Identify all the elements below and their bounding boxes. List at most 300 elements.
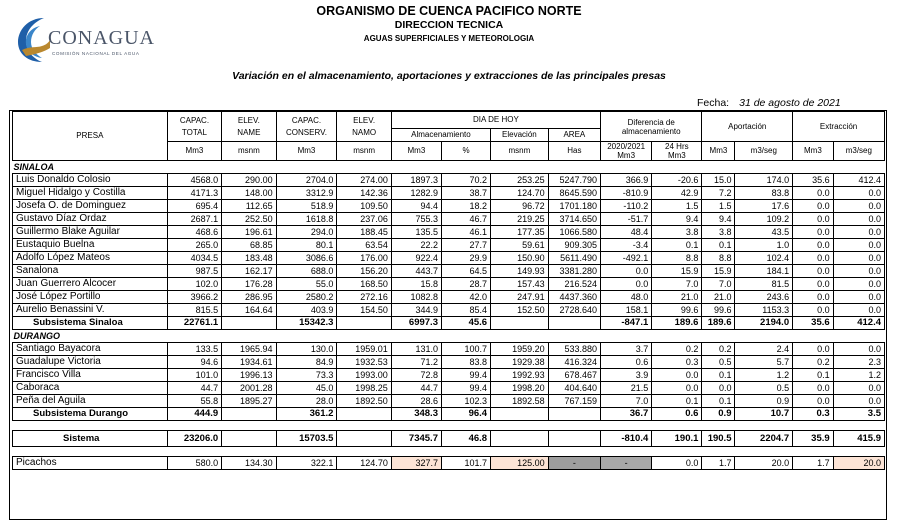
cell-value: 253.25 — [491, 174, 549, 187]
cell-value: 5611.490 — [548, 252, 600, 265]
cell-value: 189.6 — [652, 317, 702, 330]
cell-value: 695.4 — [167, 200, 221, 213]
cell-value: 109.2 — [735, 213, 793, 226]
cell-value: 0.3 — [652, 356, 702, 369]
cell-value: 21.0 — [652, 291, 702, 304]
cell-value: 29.9 — [441, 252, 490, 265]
presa-name: Sanalona — [13, 265, 168, 278]
cell-value: 4437.360 — [548, 291, 600, 304]
cell-value: 15703.5 — [276, 431, 337, 447]
cell-value: 28.0 — [276, 395, 337, 408]
section-sinaloa — [13, 161, 885, 174]
cell-value: 0.2 — [793, 356, 834, 369]
cell-value: 45.6 — [441, 317, 490, 330]
presa-name: Aurelio Benassini V. — [13, 304, 168, 317]
col-extraccion: Extracción — [793, 112, 885, 142]
cell-value: 142.36 — [337, 187, 391, 200]
unit-elev-namo: msnm — [337, 142, 391, 161]
cell-value: 102.0 — [167, 278, 221, 291]
unit-elev-name: msnm — [222, 142, 276, 161]
presa-name: Eustaquio Buelna — [13, 239, 168, 252]
presa-name: Subsistema Durango — [13, 408, 168, 421]
cell-value: 43.5 — [735, 226, 793, 239]
cell-value — [548, 317, 600, 330]
cell-value: 0.0 — [793, 213, 834, 226]
cell-value: 0.1 — [702, 395, 735, 408]
col-dif-year: 2020/2021 Mm3 — [601, 142, 652, 161]
cell-value: 7.0 — [652, 278, 702, 291]
cell-value: 580.0 — [167, 457, 221, 470]
cell-value: 7.0 — [601, 395, 652, 408]
cell-value: 35.6 — [793, 317, 834, 330]
spacer-cell — [13, 447, 885, 457]
unit-ex-mm3: Mm3 — [793, 142, 834, 161]
cell-value: 44.7 — [167, 382, 221, 395]
cell-value: 1.2 — [735, 369, 793, 382]
cell-value: 1895.27 — [222, 395, 276, 408]
cell-value: 767.159 — [548, 395, 600, 408]
cell-value: 0.0 — [833, 382, 884, 395]
cell-value: 344.9 — [391, 304, 441, 317]
cell-value: 1892.50 — [337, 395, 391, 408]
cell-value: - — [601, 457, 652, 470]
cell-value: 158.1 — [601, 304, 652, 317]
presa-name: Peña del Aguila — [13, 395, 168, 408]
cell-value: 4034.5 — [167, 252, 221, 265]
table-row — [13, 200, 885, 213]
logo-subtitle: COMISIÓN NACIONAL DEL AGUA — [52, 51, 140, 56]
presa-name: Sistema — [13, 431, 168, 447]
cell-value: 0.6 — [652, 408, 702, 421]
cell-value: 46.1 — [441, 226, 490, 239]
cell-value: 0.5 — [735, 382, 793, 395]
cell-value: 1.7 — [793, 457, 834, 470]
cell-value: 48.0 — [601, 291, 652, 304]
table-body — [13, 161, 885, 470]
cell-value: 73.3 — [276, 369, 337, 382]
cell-value: 168.50 — [337, 278, 391, 291]
cell-value: 2687.1 — [167, 213, 221, 226]
cell-value: 0.0 — [793, 343, 834, 356]
cell-value: 72.8 — [391, 369, 441, 382]
cell-value: 131.0 — [391, 343, 441, 356]
cell-value: 0.2 — [652, 343, 702, 356]
cell-value: 38.7 — [441, 187, 490, 200]
cell-value: 688.0 — [276, 265, 337, 278]
cell-value: 80.1 — [276, 239, 337, 252]
presa-name: Subsistema Sinaloa — [13, 317, 168, 330]
cell-value: 1897.3 — [391, 174, 441, 187]
cell-value — [548, 408, 600, 421]
cell-value: 130.0 — [276, 343, 337, 356]
cell-value: 148.00 — [222, 187, 276, 200]
cell-value: 10.7 — [735, 408, 793, 421]
cell-value: 0.0 — [833, 200, 884, 213]
cell-value: 0.0 — [833, 278, 884, 291]
cell-value: 1965.94 — [222, 343, 276, 356]
cell-value: 99.6 — [652, 304, 702, 317]
cell-value: 156.20 — [337, 265, 391, 278]
cell-value: 252.50 — [222, 213, 276, 226]
table-row — [13, 291, 885, 304]
table-row — [13, 382, 885, 395]
cell-value: 1701.180 — [548, 200, 600, 213]
cell-value: 1959.01 — [337, 343, 391, 356]
cell-value: 196.61 — [222, 226, 276, 239]
cell-value: 0.0 — [833, 187, 884, 200]
cell-value: 7345.7 — [391, 431, 441, 447]
date-label: Fecha: — [697, 97, 730, 109]
cell-value: 755.3 — [391, 213, 441, 226]
cell-value: 2728.640 — [548, 304, 600, 317]
cell-value: -3.4 — [601, 239, 652, 252]
table-row — [13, 369, 885, 382]
cell-value — [491, 317, 549, 330]
cell-value: 35.6 — [793, 174, 834, 187]
cell-value: 0.0 — [601, 278, 652, 291]
cell-value: 0.0 — [833, 304, 884, 317]
cell-value: 3.5 — [833, 408, 884, 421]
cell-value: 157.43 — [491, 278, 549, 291]
unit-ap-mm3: Mm3 — [702, 142, 735, 161]
col-elev-namo: ELEV. NAMO — [337, 112, 391, 142]
cell-value: 85.4 — [441, 304, 490, 317]
cell-value: 2.3 — [833, 356, 884, 369]
spacer-row — [13, 421, 885, 431]
unit-ap-m3s: m3/seg — [735, 142, 793, 161]
cell-value: 0.0 — [833, 265, 884, 278]
cell-value: 42.0 — [441, 291, 490, 304]
cell-value: 17.6 — [735, 200, 793, 213]
col-dif-24h: 24 Hrs Mm3 — [652, 142, 702, 161]
cell-value: 48.4 — [601, 226, 652, 239]
cell-value — [491, 408, 549, 421]
org-direction: DIRECCION TECNICA — [394, 19, 504, 31]
spacer-row — [13, 447, 885, 457]
cell-value: 22761.1 — [167, 317, 221, 330]
cell-value: 1993.00 — [337, 369, 391, 382]
cell-value: 177.35 — [491, 226, 549, 239]
table-row — [13, 304, 885, 317]
cell-value: 0.1 — [702, 239, 735, 252]
cell-value: 1998.20 — [491, 382, 549, 395]
cell-value: 3.9 — [601, 369, 652, 382]
cell-value: 290.00 — [222, 174, 276, 187]
cell-value: -847.1 — [601, 317, 652, 330]
unit-capac-conserv: Mm3 — [276, 142, 337, 161]
cell-value: 2580.2 — [276, 291, 337, 304]
table-row — [13, 239, 885, 252]
cell-value: 0.2 — [702, 343, 735, 356]
cell-value: 36.7 — [601, 408, 652, 421]
unit-area: Has — [548, 142, 600, 161]
table-row — [13, 174, 885, 187]
cell-value: 102.4 — [735, 252, 793, 265]
presa-name: Miguel Hidalgo y Costilla — [13, 187, 168, 200]
table-header — [13, 112, 885, 161]
cell-value: 124.70 — [491, 187, 549, 200]
presa-name: Guillermo Blake Aguilar — [13, 226, 168, 239]
table-row — [13, 187, 885, 200]
cell-value: 149.93 — [491, 265, 549, 278]
cell-value: 28.7 — [441, 278, 490, 291]
cell-value: 0.0 — [793, 382, 834, 395]
table-row — [13, 395, 885, 408]
report-subtitle: Variación en el almacenamiento, aportaciones y extracciones de las principales presas — [232, 70, 666, 82]
presa-name: Josefa O. de Dominguez — [13, 200, 168, 213]
cell-value: 135.5 — [391, 226, 441, 239]
cell-value — [337, 431, 391, 447]
section-label: SINALOA — [13, 161, 885, 174]
cell-value: 84.9 — [276, 356, 337, 369]
cell-value: 3.8 — [652, 226, 702, 239]
cell-value — [548, 431, 600, 447]
cell-value: 99.4 — [441, 369, 490, 382]
cell-value: 909.305 — [548, 239, 600, 252]
cell-value: 0.1 — [793, 369, 834, 382]
report-date — [697, 97, 841, 109]
cell-value: 265.0 — [167, 239, 221, 252]
col-elev-name: ELEV. NAME — [222, 112, 276, 142]
cell-value: 64.5 — [441, 265, 490, 278]
cell-value: - — [548, 457, 600, 470]
cell-value: 174.0 — [735, 174, 793, 187]
cell-value — [337, 317, 391, 330]
col-dia-de-hoy: DIA DE HOY — [391, 112, 600, 129]
date-value: 31 de agosto de 2021 — [739, 97, 841, 109]
cell-value: 22.2 — [391, 239, 441, 252]
cell-value: 7.2 — [702, 187, 735, 200]
cell-value: 0.1 — [652, 239, 702, 252]
cell-value: 176.00 — [337, 252, 391, 265]
cell-value: 5247.790 — [548, 174, 600, 187]
cell-value: 412.4 — [833, 174, 884, 187]
cell-value: 3.8 — [702, 226, 735, 239]
cell-value: 1996.13 — [222, 369, 276, 382]
cell-value: 190.1 — [652, 431, 702, 447]
cell-value: 183.48 — [222, 252, 276, 265]
cell-value: 9.4 — [702, 213, 735, 226]
cell-value: 0.9 — [735, 395, 793, 408]
cell-value: 443.7 — [391, 265, 441, 278]
unit-ex-m3s: m3/seg — [833, 142, 884, 161]
cell-value: 0.0 — [793, 304, 834, 317]
subtotal-durango-row — [13, 408, 885, 421]
cell-value: 70.2 — [441, 174, 490, 187]
cell-value: 3966.2 — [167, 291, 221, 304]
cell-value — [222, 431, 276, 447]
cell-value — [491, 431, 549, 447]
cell-value: 2704.0 — [276, 174, 337, 187]
cell-value: 3312.9 — [276, 187, 337, 200]
cell-value: 44.7 — [391, 382, 441, 395]
cell-value: 0.0 — [702, 382, 735, 395]
cell-value: 272.16 — [337, 291, 391, 304]
cell-value: 0.5 — [702, 356, 735, 369]
cell-value: -20.6 — [652, 174, 702, 187]
cell-value: 0.0 — [601, 265, 652, 278]
cell-value: 3714.650 — [548, 213, 600, 226]
cell-value: 1934.61 — [222, 356, 276, 369]
cell-value: 0.0 — [652, 457, 702, 470]
cell-value: 46.7 — [441, 213, 490, 226]
cell-value: 83.8 — [441, 356, 490, 369]
cell-value: 46.8 — [441, 431, 490, 447]
cell-value: 189.6 — [702, 317, 735, 330]
cell-value: 1992.93 — [491, 369, 549, 382]
table-row — [13, 356, 885, 369]
cell-value: 15.9 — [652, 265, 702, 278]
cell-value: 0.0 — [833, 213, 884, 226]
table-row — [13, 265, 885, 278]
cell-value: 0.0 — [833, 226, 884, 239]
cell-value — [222, 408, 276, 421]
sistema-total-row — [13, 431, 885, 447]
cell-value: 27.7 — [441, 239, 490, 252]
table-row — [13, 252, 885, 265]
cell-value: 8645.590 — [548, 187, 600, 200]
section-label: DURANGO — [13, 330, 885, 343]
table-row — [13, 343, 885, 356]
unit-elevacion: msnm — [491, 142, 549, 161]
cell-value: 188.45 — [337, 226, 391, 239]
cell-value: -51.7 — [601, 213, 652, 226]
cell-value: 237.06 — [337, 213, 391, 226]
cell-value: 247.91 — [491, 291, 549, 304]
cell-value: 94.4 — [391, 200, 441, 213]
cell-value: 815.5 — [167, 304, 221, 317]
cell-value: 0.0 — [833, 395, 884, 408]
cell-value: 18.2 — [441, 200, 490, 213]
cell-value: 5.7 — [735, 356, 793, 369]
presa-name: Guadalupe Victoria — [13, 356, 168, 369]
cell-value: 6997.3 — [391, 317, 441, 330]
cell-value: -810.9 — [601, 187, 652, 200]
cell-value: 59.61 — [491, 239, 549, 252]
cell-value: 1932.53 — [337, 356, 391, 369]
table-row — [13, 278, 885, 291]
cell-value: 416.324 — [548, 356, 600, 369]
cell-value: 176.28 — [222, 278, 276, 291]
cell-value: 3381.280 — [548, 265, 600, 278]
cell-value: 0.0 — [793, 239, 834, 252]
table-row — [13, 213, 885, 226]
picachos-row — [13, 457, 885, 470]
cell-value: 94.6 — [167, 356, 221, 369]
cell-value: 154.50 — [337, 304, 391, 317]
cell-value: 96.72 — [491, 200, 549, 213]
cell-value: 20.0 — [833, 457, 884, 470]
cell-value — [337, 408, 391, 421]
cell-value: 1.7 — [702, 457, 735, 470]
cell-value: 1282.9 — [391, 187, 441, 200]
cell-value: 68.85 — [222, 239, 276, 252]
cell-value: -810.4 — [601, 431, 652, 447]
cell-value: 1153.3 — [735, 304, 793, 317]
cell-value: 922.4 — [391, 252, 441, 265]
cell-value: 0.6 — [601, 356, 652, 369]
cell-value: 152.50 — [491, 304, 549, 317]
cell-value: 0.0 — [793, 291, 834, 304]
cell-value: 243.6 — [735, 291, 793, 304]
cell-value: 55.0 — [276, 278, 337, 291]
cell-value: 1959.20 — [491, 343, 549, 356]
cell-value: 9.4 — [652, 213, 702, 226]
cell-value: 0.0 — [652, 382, 702, 395]
cell-value: 216.524 — [548, 278, 600, 291]
cell-value: 0.1 — [702, 369, 735, 382]
cell-value: 327.7 — [391, 457, 441, 470]
cell-value: 0.0 — [652, 369, 702, 382]
cell-value: 35.9 — [793, 431, 834, 447]
cell-value: 404.640 — [548, 382, 600, 395]
col-aportacion: Aportación — [702, 112, 793, 142]
cell-value: 468.6 — [167, 226, 221, 239]
cell-value: 0.3 — [793, 408, 834, 421]
cell-value: 415.9 — [833, 431, 884, 447]
cell-value: 21.5 — [601, 382, 652, 395]
col-diferencia: Diferencia de almacenamiento — [601, 112, 702, 142]
unit-capac-total: Mm3 — [167, 142, 221, 161]
cell-value: 45.0 — [276, 382, 337, 395]
cell-value: 2204.7 — [735, 431, 793, 447]
cell-value: 15342.3 — [276, 317, 337, 330]
cell-value: 15.0 — [702, 174, 735, 187]
presa-name: Caboraca — [13, 382, 168, 395]
cell-value: 184.1 — [735, 265, 793, 278]
cell-value: 7.0 — [702, 278, 735, 291]
subtotal-sinaloa-row — [13, 317, 885, 330]
cell-value: 1066.580 — [548, 226, 600, 239]
cell-value: 102.3 — [441, 395, 490, 408]
cell-value: -492.1 — [601, 252, 652, 265]
reservoir-table — [12, 111, 885, 470]
col-elevacion: Elevación — [491, 129, 549, 142]
cell-value: 28.6 — [391, 395, 441, 408]
cell-value: 361.2 — [276, 408, 337, 421]
cell-value: 100.7 — [441, 343, 490, 356]
cell-value: 533.880 — [548, 343, 600, 356]
cell-value: 1.5 — [652, 200, 702, 213]
cell-value: 15.9 — [702, 265, 735, 278]
cell-value: 1998.25 — [337, 382, 391, 395]
cell-value: 518.9 — [276, 200, 337, 213]
cell-value: 4171.3 — [167, 187, 221, 200]
cell-value: 0.0 — [833, 252, 884, 265]
cell-value: 190.5 — [702, 431, 735, 447]
cell-value: 0.0 — [793, 265, 834, 278]
cell-value: 124.70 — [337, 457, 391, 470]
cell-value: 1082.8 — [391, 291, 441, 304]
col-capac-total: CAPAC. TOTAL — [167, 112, 221, 142]
cell-value: 8.8 — [652, 252, 702, 265]
cell-value: 133.5 — [167, 343, 221, 356]
col-capac-conserv: CAPAC. CONSERV. — [276, 112, 337, 142]
col-area: AREA — [548, 129, 600, 142]
cell-value: 96.4 — [441, 408, 490, 421]
cell-value: 286.95 — [222, 291, 276, 304]
cell-value: 99.6 — [702, 304, 735, 317]
cell-value: 0.0 — [793, 395, 834, 408]
cell-value: 81.5 — [735, 278, 793, 291]
cell-value: 150.90 — [491, 252, 549, 265]
cell-value: 63.54 — [337, 239, 391, 252]
presa-name: Luis Donaldo Colosio — [13, 174, 168, 187]
presa-name: Gustavo Díaz Ordaz — [13, 213, 168, 226]
cell-value: 678.467 — [548, 369, 600, 382]
cell-value: 101.7 — [441, 457, 490, 470]
cell-value: 125.00 — [491, 457, 549, 470]
